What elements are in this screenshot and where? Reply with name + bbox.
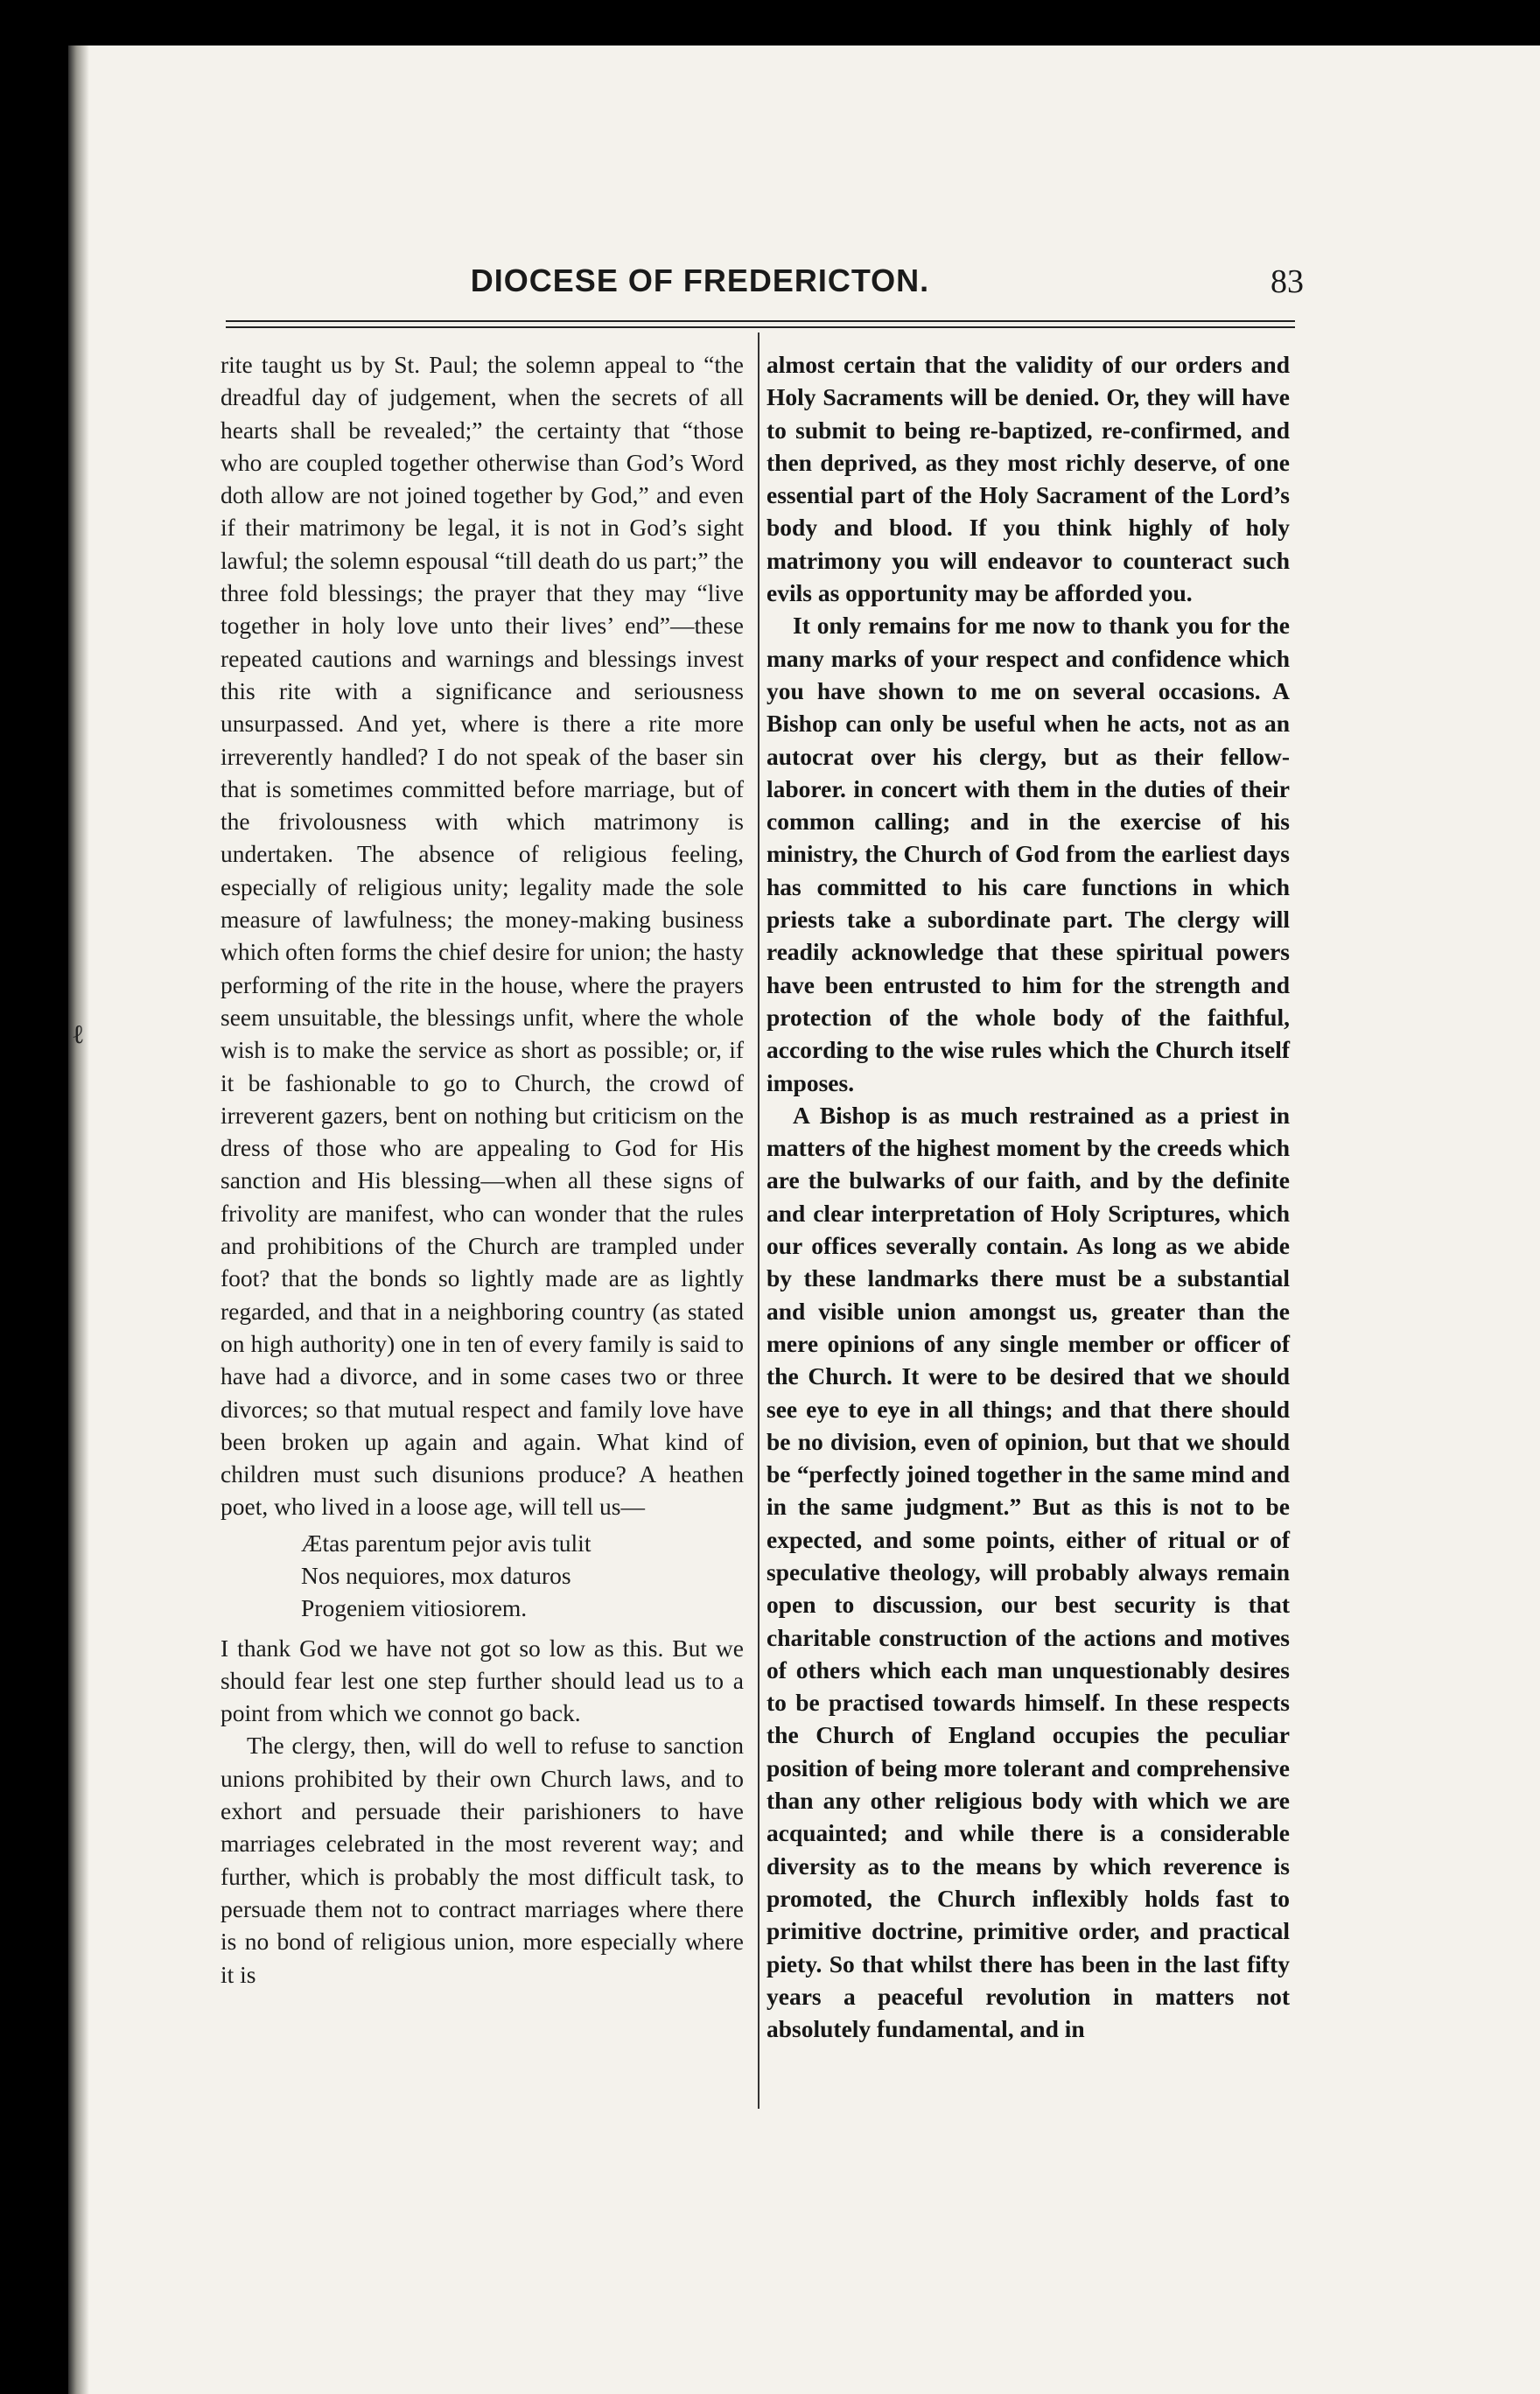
header-rule-top <box>226 320 1295 322</box>
header-rule-bottom <box>226 326 1295 328</box>
left-column <box>220 348 744 1991</box>
right-column <box>766 348 1290 2045</box>
verse-line-2: Nos nequiores, mox daturos <box>301 1561 571 1589</box>
right-paragraph-3: A Bishop is as much restrained as a priest in matters of the highest moment by the creeds which are the bulwarks of our faith, and by the definite and clear interpretation of Holy Scriptures, which our offices severally contain. As long as we abide by these landmarks there must be a substantial and visible union amongst us, greater than the mere opinions of any single member or officer of the Church. It were to be desired that we should see eye to eye in all things; and that there should be no division, even of opinion, but that we should be “perfectly joined together in the same mind and in the same judgment.” But as this is not to be expected, and some points, either of ritual or of speculative theology, will probably always remain open to discussion, our best security is that charitable construction of the actions and motives of others which each man unquestionably desires to be practised towards himself. In these respects the Church of England occupies the peculiar position of being more tolerant and comprehensive than any other religious body with which we are acquainted; and while there is a considerable diversity as to the means by which reverence is promoted, the Church inflexibly holds fast to primitive doctrine, primitive order, and practical piety. So that whilst there has been in the last fifty years a peaceful revolution in matters not absolutely fundamental, and in <box>766 1101 1290 2043</box>
left-paragraph-3: The clergy, then, will do well to refuse to sanction unions prohibited by their own Church laws, and to exhort and persuade their parishioners to have marriages celebrated in the most reverent way; and further, which is probably the most difficult task, to persuade them not to contract marriages where there is no bond of religious union, more especially where it is <box>220 1732 744 1988</box>
verse-line-3: Progeniem vitiosiorem. <box>301 1594 528 1622</box>
latin-verse <box>301 1527 744 1625</box>
column-divider <box>758 332 760 2109</box>
left-paragraph-1: rite taught us by St. Paul; the solemn appeal to “the dreadful day of judgement, when the secrets of all hearts shall be revealed;” the certainty that “those who are coupled together otherwise than God’s Word doth allow are not joined together by God,” and even if their matrimony be legal, it is not in God’s sight lawful; the solemn espousal “till death do us part;” the three fold blessings; the prayer that they may “live together in holy love unto their lives’ end”—these repeated cautions and warnings and blessings invest this rite with a significance and seriousness unsurpassed. And yet, where is there a rite more irreverently handled? I do not speak of the baser sin that is sometimes committed before marriage, but of the frivolousness with which matrimony is undertaken. The absence of religious feeling, especially of religious unity; legality made the sole measure of lawfulness; the money-making business which often forms the chief desire for union; the hasty performing of the rite in the house, where the prayers seem unsuitable, the blessings unfit, where the whole wish is to make the service as short as possible; or, if it be fashionable to go to Church, the crowd of irreverent gazers, bent on nothing but criticism on the dress of those who are appealing to God for His sanction and His blessing—when all these signs of frivolity are manifest, who can wonder that the rules and prohibitions of the Church are trampled under foot? that the bonds so lightly made are as lightly regarded, and that in a neighboring country (as stated on high authority) one in ten of every family is said to have had a divorce, and in some cases two or three divorces; so that mutual respect and family love have been broken up again and again. What kind of children must such disunions produce? A heathen poet, who lived in a loose age, will tell us— <box>220 351 744 1521</box>
page-number: 83 <box>1270 263 1304 300</box>
right-paragraph-1: almost certain that the validity of our orders and Holy Sacraments will be denied. Or, they will have to submit to being re-baptized, re-confirmed, and then deprived, as they most richly deserve, of one essential part of the Holy Sacrament of the Lord’s body and blood. If you think highly of holy matrimony you will endeavor to counteract such evils as opportunity may be afforded you. <box>766 351 1290 607</box>
running-head: DIOCESE OF FREDERICTON. <box>470 262 930 298</box>
page-gutter-edge <box>68 46 89 2394</box>
left-paragraph-2: I thank God we have not got so low as this. But we should fear lest one step further should lead us to a point from which we connot go back. <box>220 1634 744 1727</box>
right-paragraph-2: It only remains for me now to thank you for the many marks of your respect and confidence which you have shown to me on several occasions. A Bishop can only be useful when he acts, not as an autocrat over his clergy, but as their fellow-laborer. in concert with them in the duties of their common calling; and in the exercise of his ministry, the Church of God from the earliest days has committed to his care functions in which priests take a subordinate part. The clergy will readily acknowledge that these spiritual powers have been entrusted to him for the strength and protection of the whole body of the faithful, according to the wise rules which the Church itself imposes. <box>766 612 1290 1096</box>
verse-line-1: Ætas parentum pejor avis tulit <box>301 1529 592 1557</box>
margin-mark: ℓ <box>72 1020 85 1049</box>
page-header <box>219 262 1304 315</box>
